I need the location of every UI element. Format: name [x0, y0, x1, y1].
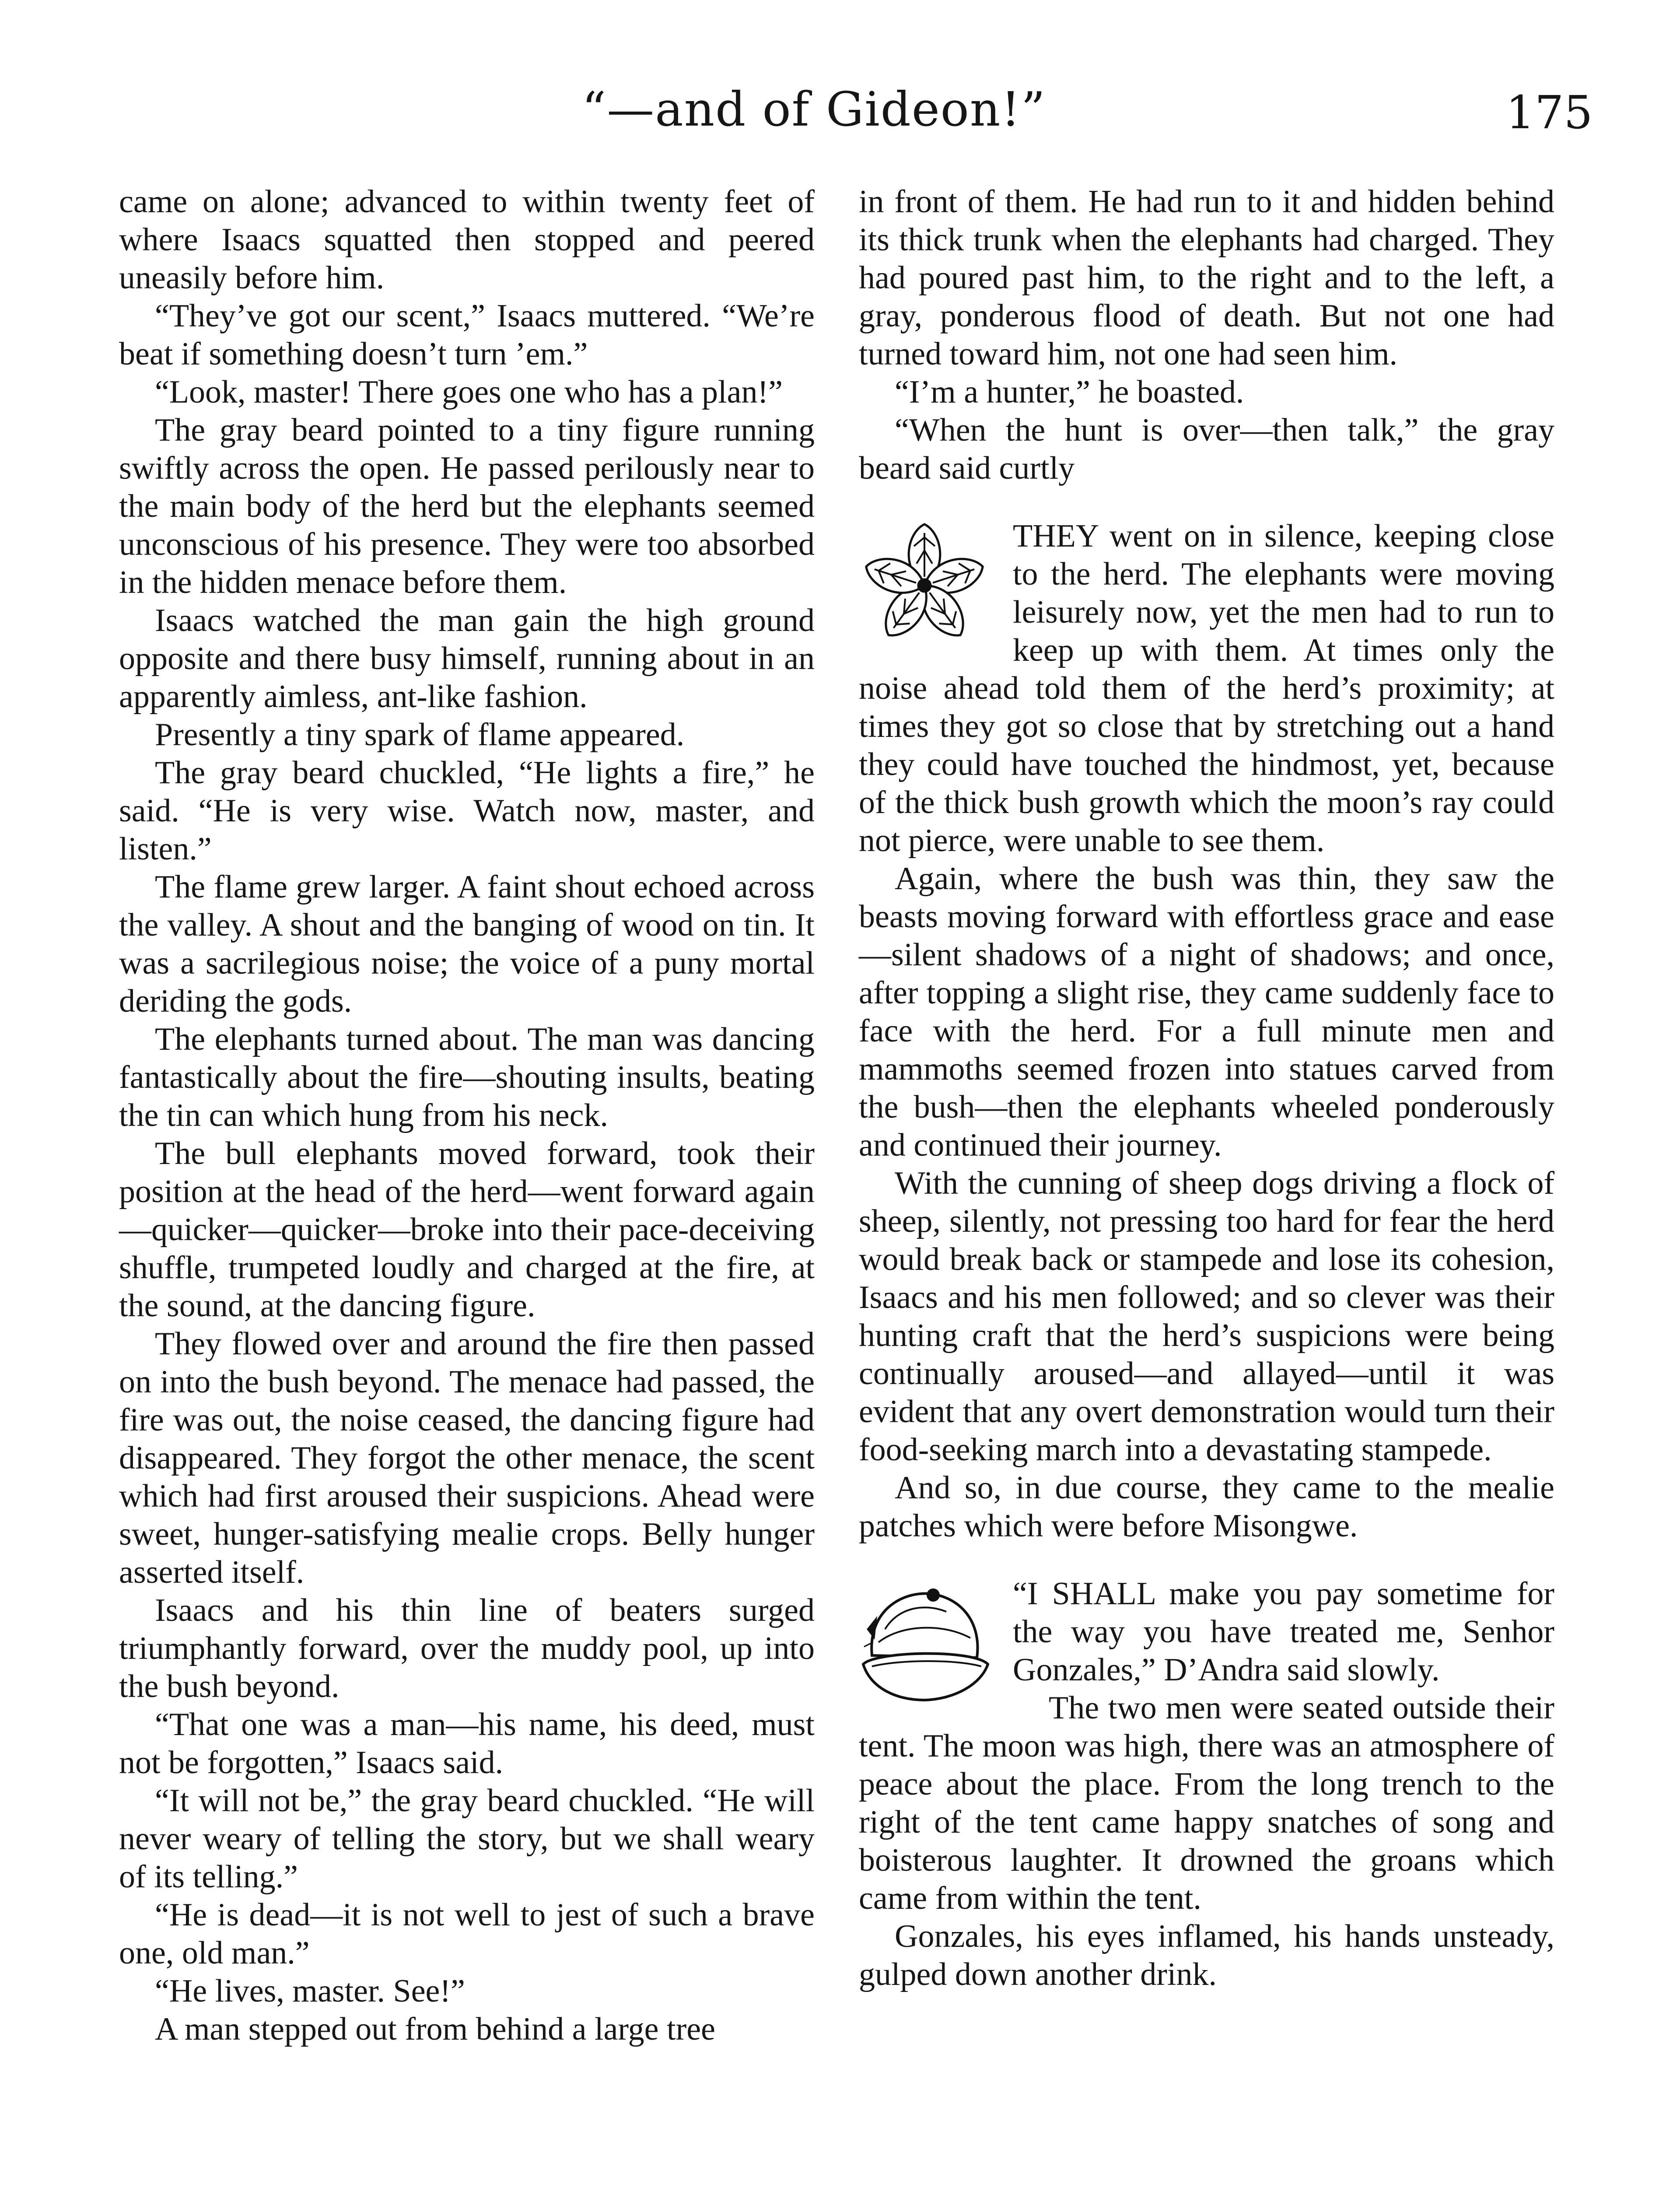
paragraph: The gray beard pointed to a tiny figure running swiftly across the open. He passed perilously near to the main body of the herd but the elephants seemed unconscious of his presence. They were too absorbed in the hidden menace before them.	[119, 412, 815, 600]
paragraph: “He is dead—it is not well to jest of such a brave one, old man.”	[119, 1897, 815, 1971]
paragraph: “I’m a hunter,” he boasted.	[895, 374, 1244, 410]
section-lead-paragraph: THEY went on in silence, keeping close to the herd. The elephants were moving leisurely now, yet the men had to run to keep up with them. At times only the noise ahead told them of the herd’s proximity; at times they got so close that by stretching out a hand they could have touched the hindmost, yet, because of the thick bush growth which the moon’s ray could not pierce, were unable to see them.	[859, 518, 1554, 859]
paragraph: “When the hunt is over—then talk,” the gray beard said curtly	[859, 412, 1554, 486]
paragraph: “He lives, master. See!”	[155, 1973, 465, 2009]
paragraph: Isaacs watched the man gain the high ground opposite and there busy himself, running about in an apparently aimless, ant-like fashion.	[119, 603, 815, 715]
paragraph: And so, in due course, they came to the mealie patches which were before Misongwe.	[859, 1470, 1554, 1544]
flower-ornament-icon	[859, 520, 990, 651]
paragraph: The bull elephants moved forward, took their position at the head of the herd—went forward again—quicker—quicker—broke into their pace-deceiving shuffle, trumpeted loudly and charged at the fire, at the sound, at the dancing figure.	[119, 1136, 815, 1324]
section-lead-paragraph: “I SHALL make you pay sometime for the way you have treated me, Senhor Gonzales,” D’Andra said slowly.	[1013, 1576, 1554, 1688]
paragraph: “It will not be,” the gray beard chuckled. “He will never weary of telling the story, but we shall weary of its telling.”	[119, 1783, 815, 1895]
page-number: 175	[1506, 86, 1593, 139]
paragraph: The elephants turned about. The man was dancing fantastically about the fire—shouting insults, beating the tin can which hung from his neck.	[119, 1021, 815, 1133]
left-column	[119, 183, 815, 2048]
section-two	[859, 517, 1554, 1545]
section-three	[859, 1575, 1554, 1994]
paragraph: in front of them. He had run to it and hidden behind its thick trunk when the elephants had charged. They had poured past him, to the right and to the left, a gray, ponderous flood of death. But not one had turned toward him, not one had seen him.	[859, 184, 1554, 372]
running-header-title: “—and of Gideon!”	[582, 82, 1046, 137]
paragraph: With the cunning of sheep dogs driving a flock of sheep, silently, not pressing too hard for fear the herd would break back or stampede and lose its cohesion, Isaacs and his men followed; and so clever was their hunting craft that the herd’s suspicions were being continually aroused—and allayed—until it was evident that any overt demonstration would turn their food-seeking march into a devastating stampede.	[859, 1165, 1554, 1468]
paragraph: “Look, master! There goes one who has a plan!”	[155, 374, 783, 410]
paragraph: They flowed over and around the fire then passed on into the bush beyond. The menace had passed, the fire was out, the noise ceased, the dancing figure had disappeared. They forgot the other menace, the scent which had first aroused their suspicions. Ahead were sweet, hunger-satisfying mealie crops. Belly hunger asserted itself.	[119, 1326, 815, 1590]
paragraph: Isaacs and his thin line of beaters surged triumphantly forward, over the muddy pool, up into the bush beyond.	[119, 1592, 815, 1704]
paragraph: The gray beard chuckled, “He lights a fire,” he said. “He is very wise. Watch now, master, and listen.”	[119, 755, 815, 867]
paragraph: Gonzales, his eyes inflamed, his hands unsteady, gulped down another drink.	[859, 1918, 1554, 1992]
paragraph: came on alone; advanced to within twenty feet of where Isaacs squatted then stopped and peered uneasily before him.	[119, 184, 815, 296]
paragraph: The flame grew larger. A faint shout echoed across the valley. A shout and the banging of wood on tin. It was a sacrilegious noise; the voice of a puny mortal deriding the gods.	[119, 869, 815, 1019]
paragraph: The two men were seated outside their tent. The moon was high, there was an atmosphere of peace about the place. From the long trench to the right of the tent came happy snatches of song and boisterous laughter. It drowned the groans which came from within the tent.	[859, 1690, 1554, 1916]
right-column	[859, 183, 1554, 1994]
paragraph: “That one was a man—his name, his deed, must not be forgotten,” Isaacs said.	[119, 1707, 815, 1781]
paragraph: “They’ve got our scent,” Isaacs muttered. “We’re beat if something doesn’t turn ’em.”	[119, 298, 815, 372]
paragraph: Again, where the bush was thin, they saw the beasts moving forward with effortless grace and ease—silent shadows of a night of shadows; and once, after topping a slight rise, they came suddenly face to face with the herd. For a full minute men and mammoths seemed frozen into statues carved from the bush—then the elephants wheeled ponderously and continued their journey.	[859, 861, 1554, 1163]
pith-helmet-icon	[859, 1577, 990, 1712]
paragraph: A man stepped out from behind a large tree	[155, 2011, 715, 2047]
paragraph: Presently a tiny spark of flame appeared.	[155, 717, 685, 753]
